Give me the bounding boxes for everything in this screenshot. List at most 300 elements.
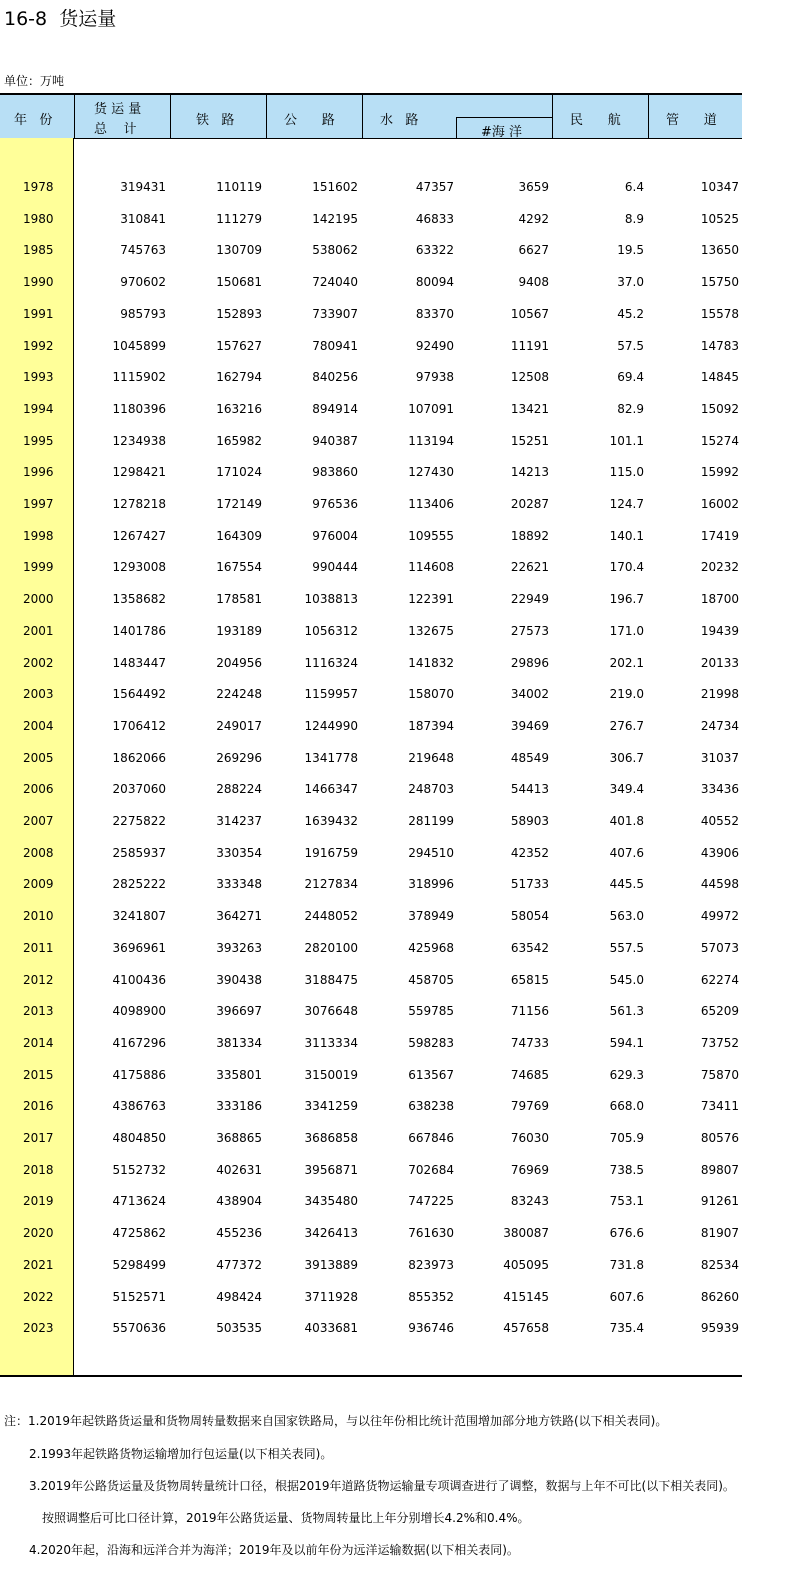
cell-road: 3711928 — [304, 1290, 358, 1304]
cell-total: 4167296 — [112, 1036, 166, 1050]
cell-air: 445.5 — [609, 877, 644, 891]
table-row — [0, 589, 742, 609]
cell-ocean: 405095 — [503, 1258, 549, 1272]
cell-total: 1180396 — [112, 402, 166, 416]
cell-total: 1298421 — [112, 465, 166, 479]
table-row — [0, 1287, 742, 1307]
cell-year: 2021 — [23, 1258, 54, 1272]
cell-rail: 438904 — [216, 1194, 262, 1208]
table-row — [0, 938, 742, 958]
cell-year: 2004 — [23, 719, 54, 733]
cell-air: 276.7 — [609, 719, 644, 733]
cell-year: 1996 — [23, 465, 54, 479]
cell-rail: 172149 — [216, 497, 262, 511]
cell-total: 1706412 — [112, 719, 166, 733]
cell-year: 2022 — [23, 1290, 54, 1304]
cell-pipeline: 14783 — [700, 339, 739, 353]
cell-road: 990444 — [312, 560, 358, 574]
cell-total: 745763 — [120, 243, 166, 257]
table-row — [0, 653, 742, 673]
cell-ocean: 74733 — [510, 1036, 549, 1050]
cell-rail: 204956 — [216, 656, 262, 670]
cell-road: 1038813 — [304, 592, 358, 606]
cell-year: 1994 — [23, 402, 54, 416]
cell-ocean: 51733 — [510, 877, 549, 891]
cell-air: 57.5 — [617, 339, 644, 353]
cell-pipeline: 13650 — [700, 243, 739, 257]
cell-pipeline: 95939 — [700, 1321, 739, 1335]
cell-rail: 130709 — [216, 243, 262, 257]
table-header — [0, 93, 742, 139]
table-row — [0, 906, 742, 926]
cell-rail: 157627 — [216, 339, 262, 353]
cell-total: 4804850 — [112, 1131, 166, 1145]
cell-water: 83370 — [415, 307, 454, 321]
cell-year: 2005 — [23, 751, 54, 765]
table-row — [0, 1065, 742, 1085]
table-row — [0, 1001, 742, 1021]
cell-pipeline: 81907 — [700, 1226, 739, 1240]
cell-total: 4386763 — [112, 1099, 166, 1113]
cell-pipeline: 15274 — [700, 434, 739, 448]
cell-air: 349.4 — [609, 782, 644, 796]
cell-air: 561.3 — [609, 1004, 644, 1018]
table-row — [0, 716, 742, 736]
cell-total: 2585937 — [112, 846, 166, 860]
cell-water: 97938 — [415, 370, 454, 384]
cell-total: 1293008 — [112, 560, 166, 574]
cell-water: 747225 — [408, 1194, 454, 1208]
table-row — [0, 779, 742, 799]
cell-air: 101.1 — [609, 434, 644, 448]
cell-pipeline: 86260 — [700, 1290, 739, 1304]
cell-pipeline: 17419 — [700, 529, 739, 543]
cell-water: 248703 — [408, 782, 454, 796]
cell-year: 2010 — [23, 909, 54, 923]
cell-road: 4033681 — [304, 1321, 358, 1335]
cell-year: 2019 — [23, 1194, 54, 1208]
cell-rail: 396697 — [216, 1004, 262, 1018]
cell-water: 80094 — [415, 275, 454, 289]
cell-road: 840256 — [312, 370, 358, 384]
header-water: 水 路 — [380, 113, 419, 128]
cell-year: 2001 — [23, 624, 54, 638]
cell-air: 594.1 — [609, 1036, 644, 1050]
cell-water: 855352 — [408, 1290, 454, 1304]
cell-road: 1159957 — [304, 687, 358, 701]
cell-pipeline: 18700 — [700, 592, 739, 606]
cell-total: 4725862 — [112, 1226, 166, 1240]
cell-air: 557.5 — [609, 941, 644, 955]
cell-ocean: 22621 — [510, 560, 549, 574]
table-bottom-rule — [0, 1375, 742, 1377]
cell-pipeline: 62274 — [700, 973, 739, 987]
cell-pipeline: 43906 — [700, 846, 739, 860]
cell-ocean: 14213 — [510, 465, 549, 479]
table-row — [0, 970, 742, 990]
cell-rail: 390438 — [216, 973, 262, 987]
cell-water: 559785 — [408, 1004, 454, 1018]
cell-year: 2000 — [23, 592, 54, 606]
cell-water: 936746 — [408, 1321, 454, 1335]
table-row — [0, 177, 742, 197]
cell-year: 1980 — [23, 212, 54, 226]
note-3-cont: 按照调整后可比口径计算，2019年公路货运量、货物周转量比上年分别增长4.2%和0.4%。 — [42, 1511, 530, 1525]
note-2: 2.1993年起铁路货物运输增加行包运量(以下相关表同)。 — [29, 1447, 333, 1461]
cell-air: 407.6 — [609, 846, 644, 860]
cell-road: 894914 — [312, 402, 358, 416]
cell-air: 170.4 — [609, 560, 644, 574]
cell-water: 598283 — [408, 1036, 454, 1050]
cell-air: 668.0 — [609, 1099, 644, 1113]
cell-pipeline: 75870 — [700, 1068, 739, 1082]
cell-total: 1483447 — [112, 656, 166, 670]
cell-ocean: 13421 — [510, 402, 549, 416]
cell-rail: 165982 — [216, 434, 262, 448]
cell-ocean: 457658 — [503, 1321, 549, 1335]
table-row — [0, 1318, 742, 1338]
table-row — [0, 1160, 742, 1180]
cell-air: 45.2 — [617, 307, 644, 321]
cell-road: 3956871 — [304, 1163, 358, 1177]
cell-year: 1985 — [23, 243, 54, 257]
cell-road: 976004 — [312, 529, 358, 543]
cell-rail: 402631 — [216, 1163, 262, 1177]
cell-year: 2017 — [23, 1131, 54, 1145]
note-1: 注：1.2019年起铁路货运量和货物周转量数据来自国家铁路局，与以往年份相比统计范围增加部分地方铁路(以下相关表同)。 — [4, 1414, 668, 1428]
cell-rail: 111279 — [216, 212, 262, 226]
cell-air: 676.6 — [609, 1226, 644, 1240]
cell-rail: 498424 — [216, 1290, 262, 1304]
cell-road: 3426413 — [304, 1226, 358, 1240]
cell-rail: 249017 — [216, 719, 262, 733]
cell-pipeline: 21998 — [700, 687, 739, 701]
cell-air: 219.0 — [609, 687, 644, 701]
cell-road: 3341259 — [304, 1099, 358, 1113]
cell-total: 1401786 — [112, 624, 166, 638]
cell-water: 158070 — [408, 687, 454, 701]
cell-total: 319431 — [120, 180, 166, 194]
cell-road: 1916759 — [304, 846, 358, 860]
cell-road: 2127834 — [304, 877, 358, 891]
table-row — [0, 272, 742, 292]
cell-pipeline: 24734 — [700, 719, 739, 733]
table-row — [0, 240, 742, 260]
cell-water: 294510 — [408, 846, 454, 860]
cell-rail: 503535 — [216, 1321, 262, 1335]
cell-rail: 335801 — [216, 1068, 262, 1082]
cell-total: 1358682 — [112, 592, 166, 606]
table-row — [0, 557, 742, 577]
cell-year: 2012 — [23, 973, 54, 987]
cell-road: 983860 — [312, 465, 358, 479]
cell-total: 970602 — [120, 275, 166, 289]
table-row — [0, 1255, 742, 1275]
cell-pipeline: 44598 — [700, 877, 739, 891]
cell-ocean: 18892 — [510, 529, 549, 543]
cell-year: 2014 — [23, 1036, 54, 1050]
table-row — [0, 1191, 742, 1211]
cell-rail: 477372 — [216, 1258, 262, 1272]
cell-road: 976536 — [312, 497, 358, 511]
cell-road: 1116324 — [304, 656, 358, 670]
cell-water: 638238 — [408, 1099, 454, 1113]
cell-pipeline: 49972 — [700, 909, 739, 923]
cell-water: 281199 — [408, 814, 454, 828]
cell-road: 3913889 — [304, 1258, 358, 1272]
cell-ocean: 20287 — [510, 497, 549, 511]
cell-water: 109555 — [408, 529, 454, 543]
unit-label: 单位：万吨 — [4, 74, 65, 88]
cell-air: 607.6 — [609, 1290, 644, 1304]
table-row — [0, 399, 742, 419]
cell-rail: 224248 — [216, 687, 262, 701]
cell-ocean: 15251 — [510, 434, 549, 448]
cell-rail: 455236 — [216, 1226, 262, 1240]
cell-total: 2825222 — [112, 877, 166, 891]
cell-year: 1999 — [23, 560, 54, 574]
cell-air: 69.4 — [617, 370, 644, 384]
cell-ocean: 42352 — [510, 846, 549, 860]
cell-air: 196.7 — [609, 592, 644, 606]
cell-water: 114608 — [408, 560, 454, 574]
table-row — [0, 462, 742, 482]
cell-water: 187394 — [408, 719, 454, 733]
cell-ocean: 65815 — [510, 973, 549, 987]
cell-pipeline: 89807 — [700, 1163, 739, 1177]
cell-pipeline: 57073 — [700, 941, 739, 955]
table-row — [0, 526, 742, 546]
cell-pipeline: 33436 — [700, 782, 739, 796]
cell-year: 2002 — [23, 656, 54, 670]
cell-pipeline: 20232 — [700, 560, 739, 574]
cell-road: 3113334 — [304, 1036, 358, 1050]
cell-pipeline: 15092 — [700, 402, 739, 416]
cell-water: 667846 — [408, 1131, 454, 1145]
cell-road: 1639432 — [304, 814, 358, 828]
cell-road: 3076648 — [304, 1004, 358, 1018]
cell-total: 4713624 — [112, 1194, 166, 1208]
cell-rail: 333348 — [216, 877, 262, 891]
cell-water: 761630 — [408, 1226, 454, 1240]
cell-ocean: 380087 — [503, 1226, 549, 1240]
cell-water: 92490 — [415, 339, 454, 353]
table-row — [0, 1128, 742, 1148]
cell-total: 5570636 — [112, 1321, 166, 1335]
cell-total: 310841 — [120, 212, 166, 226]
note-4: 4.2020年起，沿海和远洋合并为海洋；2019年及以前年份为远洋运输数据(以下相关表同)。 — [29, 1543, 519, 1557]
cell-pipeline: 16002 — [700, 497, 739, 511]
cell-road: 1341778 — [304, 751, 358, 765]
cell-rail: 193189 — [216, 624, 262, 638]
cell-air: 401.8 — [609, 814, 644, 828]
cell-total: 1045899 — [112, 339, 166, 353]
cell-road: 733907 — [312, 307, 358, 321]
cell-rail: 330354 — [216, 846, 262, 860]
cell-air: 629.3 — [609, 1068, 644, 1082]
cell-total: 1115902 — [112, 370, 166, 384]
table-row — [0, 684, 742, 704]
note-3: 3.2019年公路货运量及货物周转量统计口径，根据2019年道路货物运输量专项调查进行了调整，数据与上年不可比(以下相关表同)。 — [29, 1479, 735, 1493]
header-air: 民 航 — [570, 113, 621, 128]
cell-rail: 314237 — [216, 814, 262, 828]
cell-air: 19.5 — [617, 243, 644, 257]
cell-water: 458705 — [408, 973, 454, 987]
cell-year: 2013 — [23, 1004, 54, 1018]
cell-ocean: 27573 — [510, 624, 549, 638]
cell-air: 545.0 — [609, 973, 644, 987]
table-row — [0, 1096, 742, 1116]
cell-ocean: 415145 — [503, 1290, 549, 1304]
cell-ocean: 74685 — [510, 1068, 549, 1082]
cell-road: 3188475 — [304, 973, 358, 987]
cell-ocean: 48549 — [510, 751, 549, 765]
table-row — [0, 621, 742, 641]
cell-air: 82.9 — [617, 402, 644, 416]
cell-road: 3435480 — [304, 1194, 358, 1208]
cell-road: 3150019 — [304, 1068, 358, 1082]
cell-rail: 364271 — [216, 909, 262, 923]
cell-ocean: 79769 — [510, 1099, 549, 1113]
cell-ocean: 83243 — [510, 1194, 549, 1208]
cell-year: 2015 — [23, 1068, 54, 1082]
cell-rail: 164309 — [216, 529, 262, 543]
cell-year: 1990 — [23, 275, 54, 289]
cell-total: 5152571 — [112, 1290, 166, 1304]
cell-rail: 381334 — [216, 1036, 262, 1050]
cell-road: 2448052 — [304, 909, 358, 923]
cell-water: 378949 — [408, 909, 454, 923]
cell-air: 738.5 — [609, 1163, 644, 1177]
cell-air: 202.1 — [609, 656, 644, 670]
cell-ocean: 76969 — [510, 1163, 549, 1177]
cell-total: 4175886 — [112, 1068, 166, 1082]
cell-total: 3696961 — [112, 941, 166, 955]
cell-year: 1993 — [23, 370, 54, 384]
cell-total: 1234938 — [112, 434, 166, 448]
cell-pipeline: 15750 — [700, 275, 739, 289]
table-row — [0, 1223, 742, 1243]
cell-pipeline: 31037 — [700, 751, 739, 765]
cell-road: 724040 — [312, 275, 358, 289]
cell-ocean: 39469 — [510, 719, 549, 733]
cell-ocean: 71156 — [510, 1004, 549, 1018]
cell-water: 122391 — [408, 592, 454, 606]
cell-air: 735.4 — [609, 1321, 644, 1335]
cell-ocean: 54413 — [510, 782, 549, 796]
header-road: 公 路 — [284, 113, 335, 128]
cell-water: 318996 — [408, 877, 454, 891]
cell-ocean: 58054 — [510, 909, 549, 923]
cell-total: 985793 — [120, 307, 166, 321]
cell-rail: 178581 — [216, 592, 262, 606]
cell-year: 1998 — [23, 529, 54, 543]
cell-air: 8.9 — [624, 212, 644, 226]
cell-rail: 152893 — [216, 307, 262, 321]
cell-water: 425968 — [408, 941, 454, 955]
cell-year: 1992 — [23, 339, 54, 353]
table-row — [0, 494, 742, 514]
cell-air: 306.7 — [609, 751, 644, 765]
cell-road: 1244990 — [304, 719, 358, 733]
cell-ocean: 6627 — [518, 243, 549, 257]
header-ocean: #海 洋 — [456, 117, 552, 139]
freight-table — [0, 93, 742, 139]
cell-rail: 288224 — [216, 782, 262, 796]
cell-water: 702684 — [408, 1163, 454, 1177]
cell-water: 107091 — [408, 402, 454, 416]
cell-pipeline: 73752 — [700, 1036, 739, 1050]
cell-air: 753.1 — [609, 1194, 644, 1208]
cell-water: 113194 — [408, 434, 454, 448]
cell-pipeline: 65209 — [700, 1004, 739, 1018]
cell-ocean: 4292 — [518, 212, 549, 226]
cell-rail: 393263 — [216, 941, 262, 955]
cell-rail: 171024 — [216, 465, 262, 479]
table-row — [0, 874, 742, 894]
table-row — [0, 748, 742, 768]
cell-rail: 110119 — [216, 180, 262, 194]
cell-pipeline: 80576 — [700, 1131, 739, 1145]
cell-ocean: 58903 — [510, 814, 549, 828]
cell-total: 5298499 — [112, 1258, 166, 1272]
cell-water: 613567 — [408, 1068, 454, 1082]
cell-rail: 368865 — [216, 1131, 262, 1145]
cell-year: 1997 — [23, 497, 54, 511]
cell-total: 1564492 — [112, 687, 166, 701]
cell-water: 113406 — [408, 497, 454, 511]
cell-pipeline: 15578 — [700, 307, 739, 321]
cell-total: 1862066 — [112, 751, 166, 765]
cell-year: 2016 — [23, 1099, 54, 1113]
cell-year: 2023 — [23, 1321, 54, 1335]
cell-year: 2008 — [23, 846, 54, 860]
cell-year: 2006 — [23, 782, 54, 796]
cell-water: 46833 — [415, 212, 454, 226]
cell-air: 124.7 — [609, 497, 644, 511]
cell-water: 141832 — [408, 656, 454, 670]
cell-total: 2037060 — [112, 782, 166, 796]
cell-year: 2020 — [23, 1226, 54, 1240]
cell-pipeline: 10347 — [700, 180, 739, 194]
cell-year: 1991 — [23, 307, 54, 321]
cell-pipeline: 10525 — [700, 212, 739, 226]
cell-total: 1267427 — [112, 529, 166, 543]
cell-year: 2018 — [23, 1163, 54, 1177]
cell-year: 2009 — [23, 877, 54, 891]
cell-rail: 162794 — [216, 370, 262, 384]
cell-pipeline: 15992 — [700, 465, 739, 479]
cell-water: 823973 — [408, 1258, 454, 1272]
cell-ocean: 9408 — [518, 275, 549, 289]
table-row — [0, 209, 742, 229]
table-row — [0, 431, 742, 451]
table-row — [0, 811, 742, 831]
cell-total: 3241807 — [112, 909, 166, 923]
cell-rail: 167554 — [216, 560, 262, 574]
cell-ocean: 34002 — [510, 687, 549, 701]
cell-water: 63322 — [415, 243, 454, 257]
cell-road: 1466347 — [304, 782, 358, 796]
cell-year: 1978 — [23, 180, 54, 194]
cell-total: 4098900 — [112, 1004, 166, 1018]
cell-water: 127430 — [408, 465, 454, 479]
table-row — [0, 336, 742, 356]
cell-road: 1056312 — [304, 624, 358, 638]
cell-air: 6.4 — [624, 180, 644, 194]
table-row — [0, 367, 742, 387]
cell-year: 2003 — [23, 687, 54, 701]
